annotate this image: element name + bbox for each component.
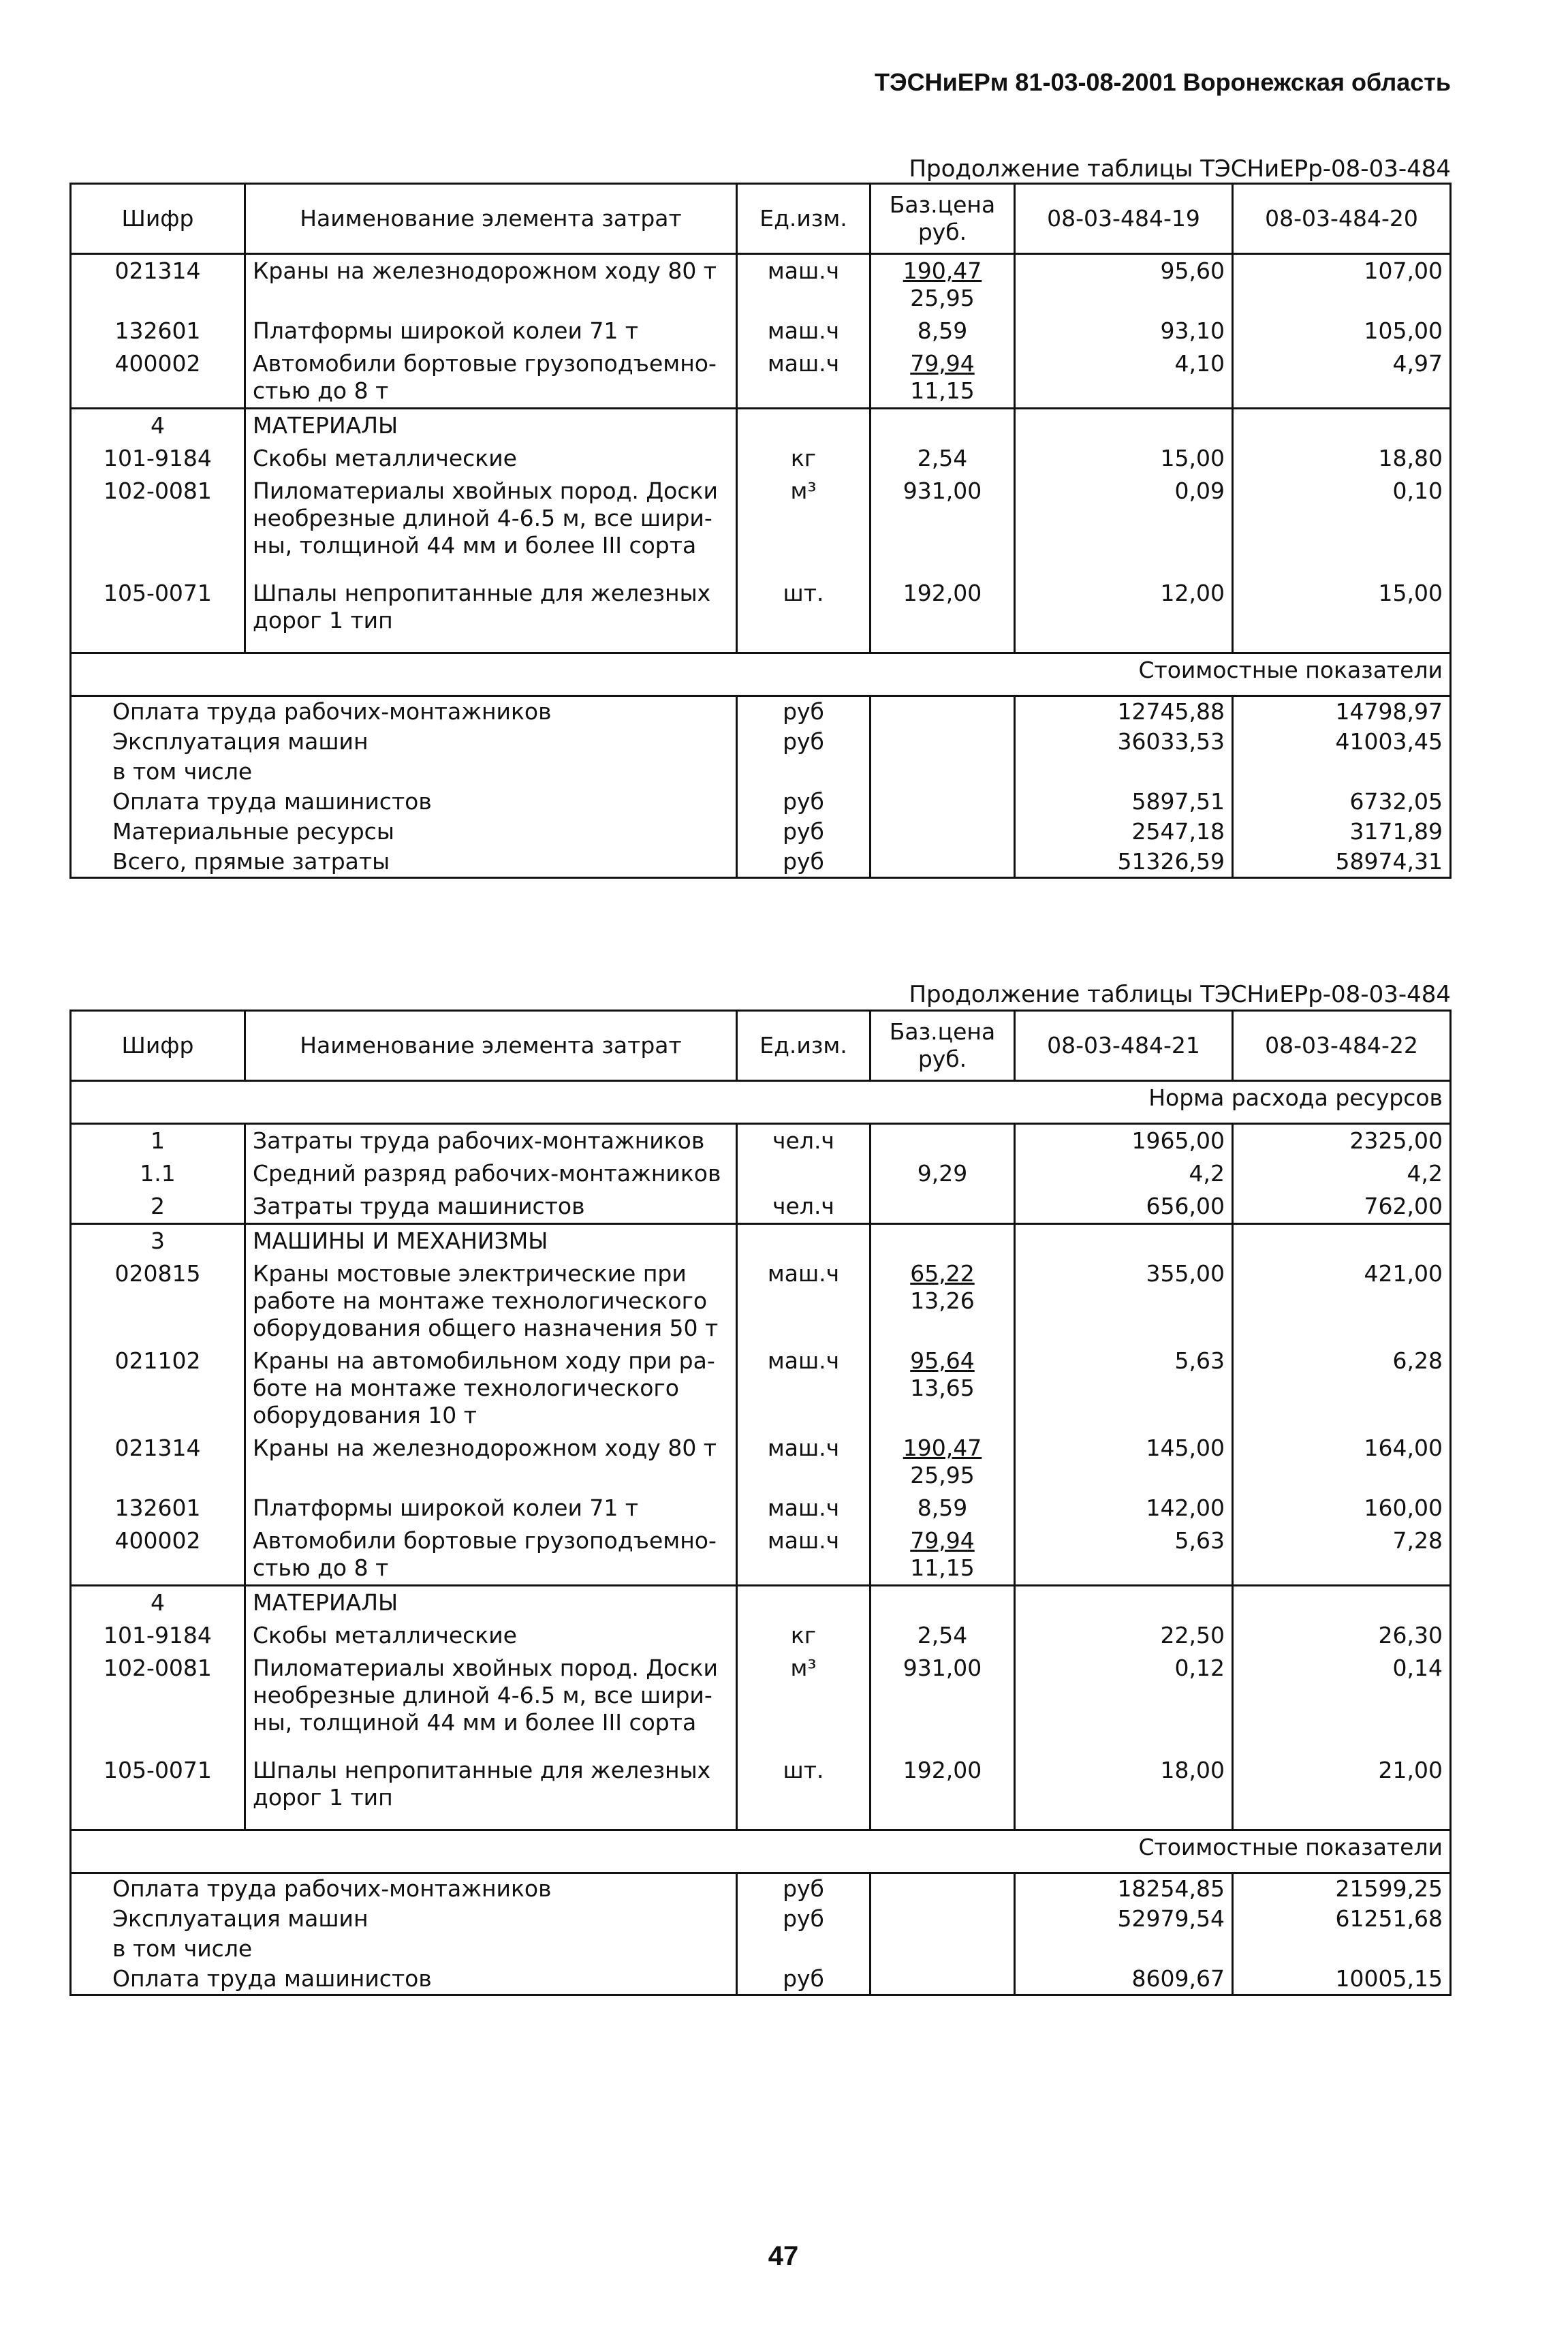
- row-price: [871, 1157, 1015, 1190]
- row-value-1: 5,63: [1015, 1524, 1233, 1586]
- total-value-2: 14798,97: [1233, 696, 1451, 728]
- table-row: [71, 1754, 1451, 1830]
- total-value-2: 41003,45: [1233, 727, 1451, 757]
- row-value-2: 164,00: [1233, 1432, 1451, 1492]
- row-unit: кг: [737, 1619, 871, 1652]
- row-unit: маш.ч: [737, 254, 871, 315]
- total-name: Оплата труда рабочих-монтажников: [71, 1873, 737, 1905]
- row-name: МАТЕРИАЛЫ: [245, 409, 737, 443]
- table-header-row: [71, 184, 1451, 254]
- row-value-2: 6,28: [1233, 1345, 1451, 1432]
- row-price: [871, 254, 1015, 315]
- total-unit: руб: [737, 1873, 871, 1905]
- total-value-2: 58974,31: [1233, 847, 1451, 878]
- row-name: Шпалы непропитанные для железных дорог 1 тип: [245, 577, 737, 653]
- row-name: Краны на автомобильном ходу при ра-боте на монтаже технологического оборудования 10 т: [245, 1345, 737, 1432]
- table-row: [71, 1124, 1451, 1158]
- table-row: [71, 1619, 1451, 1652]
- total-unit: руб: [737, 727, 871, 757]
- total-value-2: 6732,05: [1233, 787, 1451, 817]
- total-name: в том числе: [71, 1934, 737, 1964]
- row-price: [871, 1345, 1015, 1432]
- total-unit: руб: [737, 1964, 871, 1995]
- row-name: Автомобили бортовые грузоподъемно-стью до 8 т: [245, 1524, 737, 1586]
- row-price-value: 95,64: [910, 1347, 975, 1374]
- total-value-1: 36033,53: [1015, 727, 1233, 757]
- row-unit: м³: [737, 1652, 871, 1754]
- row-code: 021314: [71, 1432, 245, 1492]
- row-name: Средний разряд рабочих-монтажников: [245, 1157, 737, 1190]
- table-row: [71, 1345, 1451, 1432]
- row-price: [871, 315, 1015, 347]
- total-name: Всего, прямые затраты: [71, 847, 737, 878]
- row-value-2: 4,2: [1233, 1157, 1451, 1190]
- total-price-empty: [871, 1934, 1015, 1964]
- total-row: [71, 727, 1451, 757]
- row-name: Краны на железнодорожном ходу 80 т: [245, 254, 737, 315]
- row-unit: [737, 1224, 871, 1258]
- col-v1-header: 08-03-484-21: [1015, 1011, 1233, 1081]
- row-price-value: 192,00: [903, 1757, 982, 1783]
- row-value-2: 4,97: [1233, 347, 1451, 409]
- row-value-1: 4,10: [1015, 347, 1233, 409]
- table-row: [71, 1224, 1451, 1258]
- row-code: 021102: [71, 1345, 245, 1432]
- norm-label-row: [71, 1081, 1451, 1124]
- table1-caption: Продолжение таблицы ТЭСНиЕРр-08-03-484: [909, 155, 1451, 183]
- total-value-1: 18254,85: [1015, 1873, 1233, 1905]
- col-unit-header: Ед.изм.: [737, 184, 871, 254]
- row-value-1: 18,00: [1015, 1754, 1233, 1830]
- row-name: Краны на железнодорожном ходу 80 т: [245, 1432, 737, 1492]
- row-code: 4: [71, 409, 245, 443]
- row-value-2: 15,00: [1233, 577, 1451, 653]
- table-row: [71, 1257, 1451, 1345]
- row-code: 2: [71, 1190, 245, 1224]
- row-price-value: 65,22: [910, 1260, 975, 1287]
- row-unit: [737, 1586, 871, 1620]
- table2-caption: Продолжение таблицы ТЭСНиЕРр-08-03-484: [909, 981, 1451, 1008]
- row-price-wage: 13,26: [910, 1287, 975, 1314]
- row-price-wage: 11,15: [910, 377, 975, 404]
- total-price-empty: [871, 696, 1015, 728]
- row-value-1: [1015, 409, 1233, 443]
- row-price-value: 8,59: [917, 317, 968, 344]
- table-row: [71, 1586, 1451, 1620]
- row-price: [871, 1257, 1015, 1345]
- row-unit: маш.ч: [737, 1432, 871, 1492]
- row-value-1: 22,50: [1015, 1619, 1233, 1652]
- row-code: 4: [71, 1586, 245, 1620]
- total-name: Эксплуатация машин: [71, 1904, 737, 1934]
- cost-indicators-label: Стоимостные показатели: [71, 1830, 1451, 1873]
- row-unit: м³: [737, 475, 871, 577]
- row-value-1: 12,00: [1015, 577, 1233, 653]
- row-value-1: 1965,00: [1015, 1124, 1233, 1158]
- page-number: 47: [768, 2241, 799, 2271]
- row-price-value: 9,29: [917, 1160, 968, 1187]
- cost-indicators-label: Стоимостные показатели: [71, 653, 1451, 696]
- total-price-empty: [871, 727, 1015, 757]
- row-code: 102-0081: [71, 475, 245, 577]
- col-name-header: Наименование элемента затрат: [245, 1011, 737, 1081]
- row-price-value: 931,00: [903, 1655, 982, 1681]
- row-code: 3: [71, 1224, 245, 1258]
- row-unit: шт.: [737, 1754, 871, 1830]
- row-value-1: [1015, 1224, 1233, 1258]
- row-name: Шпалы непропитанные для железных дорог 1 тип: [245, 1754, 737, 1830]
- row-value-1: [1015, 1586, 1233, 1620]
- row-code: 1.1: [71, 1157, 245, 1190]
- row-value-2: 7,28: [1233, 1524, 1451, 1586]
- row-price-value: 79,94: [910, 350, 975, 377]
- total-name: Оплата труда рабочих-монтажников: [71, 696, 737, 728]
- total-unit: руб: [737, 847, 871, 878]
- total-row: [71, 817, 1451, 847]
- total-price-empty: [871, 817, 1015, 847]
- row-price: [871, 1432, 1015, 1492]
- col-code-header: Шифр: [71, 1011, 245, 1081]
- table-row: [71, 1432, 1451, 1492]
- row-unit: [737, 1157, 871, 1190]
- table2-body: [71, 1081, 1451, 1995]
- row-code: 021314: [71, 254, 245, 315]
- row-value-2: 421,00: [1233, 1257, 1451, 1345]
- total-value-2: 21599,25: [1233, 1873, 1451, 1905]
- row-value-1: 4,2: [1015, 1157, 1233, 1190]
- total-value-2: [1233, 757, 1451, 787]
- table-header-row: [71, 1011, 1451, 1081]
- total-row: [71, 1934, 1451, 1964]
- row-price-value: 931,00: [903, 478, 982, 504]
- row-unit: маш.ч: [737, 347, 871, 409]
- row-code: 105-0071: [71, 577, 245, 653]
- row-name: Затраты труда машинистов: [245, 1190, 737, 1224]
- table-row: [71, 577, 1451, 653]
- total-value-1: 5897,51: [1015, 787, 1233, 817]
- row-unit: маш.ч: [737, 1257, 871, 1345]
- row-value-2: 2325,00: [1233, 1124, 1451, 1158]
- row-price-value: 190,47: [903, 257, 982, 284]
- row-price: [871, 1492, 1015, 1524]
- page-header: ТЭСНиЕРм 81-03-08-2001 Воронежская область: [875, 68, 1451, 96]
- row-code: 132601: [71, 1492, 245, 1524]
- total-unit: [737, 1934, 871, 1964]
- col-unit-header: Ед.изм.: [737, 1011, 871, 1081]
- table-row: [71, 409, 1451, 443]
- row-name: МАШИНЫ И МЕХАНИЗМЫ: [245, 1224, 737, 1258]
- total-value-2: 61251,68: [1233, 1904, 1451, 1934]
- row-price: [871, 1124, 1015, 1158]
- table-row: [71, 475, 1451, 577]
- row-name: Автомобили бортовые грузоподъемно-стью до 8 т: [245, 347, 737, 409]
- row-price: [871, 347, 1015, 409]
- total-name: Эксплуатация машин: [71, 727, 737, 757]
- total-price-empty: [871, 757, 1015, 787]
- table-row: [71, 1190, 1451, 1224]
- row-value-2: 105,00: [1233, 315, 1451, 347]
- row-price-value: 79,94: [910, 1527, 975, 1554]
- row-value-2: [1233, 409, 1451, 443]
- row-code: 020815: [71, 1257, 245, 1345]
- row-price: [871, 409, 1015, 443]
- row-value-2: 762,00: [1233, 1190, 1451, 1224]
- total-row: [71, 1873, 1451, 1905]
- row-price-value: 2,54: [917, 445, 968, 471]
- row-name: Пиломатериалы хвойных пород. Доски необрезные длиной 4-6.5 м, все шири-ны, толщиной 44 мм и более III сорта: [245, 1652, 737, 1754]
- cost-indicators-label-row: [71, 653, 1451, 696]
- row-value-2: [1233, 1586, 1451, 1620]
- table-row: [71, 347, 1451, 409]
- table-row: [71, 442, 1451, 475]
- row-value-1: 0,09: [1015, 475, 1233, 577]
- row-price-wage: 25,95: [910, 1462, 975, 1488]
- row-unit: кг: [737, 442, 871, 475]
- total-row: [71, 1904, 1451, 1934]
- table1-body: [71, 254, 1451, 878]
- row-value-2: 18,80: [1233, 442, 1451, 475]
- col-price-header: Баз.цена руб.: [871, 184, 1015, 254]
- total-value-1: [1015, 1934, 1233, 1964]
- total-row: [71, 757, 1451, 787]
- row-unit: маш.ч: [737, 1524, 871, 1586]
- cost-indicators-label-row: [71, 1830, 1451, 1873]
- row-price: [871, 577, 1015, 653]
- total-unit: руб: [737, 787, 871, 817]
- cost-table-2: [69, 1010, 1452, 1996]
- table-row: [71, 1157, 1451, 1190]
- total-name: Оплата труда машинистов: [71, 787, 737, 817]
- row-value-1: 145,00: [1015, 1432, 1233, 1492]
- total-unit: [737, 757, 871, 787]
- row-value-1: 355,00: [1015, 1257, 1233, 1345]
- table-row: [71, 1652, 1451, 1754]
- total-row: [71, 787, 1451, 817]
- row-price: [871, 475, 1015, 577]
- total-value-1: 8609,67: [1015, 1964, 1233, 1995]
- row-price: [871, 1652, 1015, 1754]
- row-code: 1: [71, 1124, 245, 1158]
- row-price-value: 2,54: [917, 1622, 968, 1648]
- total-unit: руб: [737, 696, 871, 728]
- row-price-wage: 11,15: [910, 1554, 975, 1581]
- total-name: в том числе: [71, 757, 737, 787]
- row-code: 105-0071: [71, 1754, 245, 1830]
- row-value-2: 0,10: [1233, 475, 1451, 577]
- row-unit: маш.ч: [737, 315, 871, 347]
- total-value-1: 51326,59: [1015, 847, 1233, 878]
- row-price-wage: 13,65: [910, 1375, 975, 1401]
- total-price-empty: [871, 1873, 1015, 1905]
- row-code: 101-9184: [71, 442, 245, 475]
- total-value-2: 3171,89: [1233, 817, 1451, 847]
- row-value-2: 26,30: [1233, 1619, 1451, 1652]
- total-price-empty: [871, 847, 1015, 878]
- row-name: МАТЕРИАЛЫ: [245, 1586, 737, 1620]
- row-value-1: 0,12: [1015, 1652, 1233, 1754]
- cost-table-1: [69, 183, 1452, 879]
- table-row: [71, 254, 1451, 315]
- row-name: Платформы широкой колеи 71 т: [245, 315, 737, 347]
- row-unit: маш.ч: [737, 1492, 871, 1524]
- row-name: Краны мостовые электрические при работе на монтаже технологического оборудования общего назначения 50 т: [245, 1257, 737, 1345]
- table-row: [71, 1524, 1451, 1586]
- row-unit: чел.ч: [737, 1124, 871, 1158]
- row-unit: маш.ч: [737, 1345, 871, 1432]
- row-value-2: 107,00: [1233, 254, 1451, 315]
- total-row: [71, 847, 1451, 878]
- row-code: 400002: [71, 347, 245, 409]
- row-price: [871, 1224, 1015, 1258]
- row-name: Пиломатериалы хвойных пород. Доски необрезные длиной 4-6.5 м, все шири-ны, толщиной 44 мм и более III сорта: [245, 475, 737, 577]
- row-value-2: 0,14: [1233, 1652, 1451, 1754]
- row-name: Затраты труда рабочих-монтажников: [245, 1124, 737, 1158]
- total-value-1: 12745,88: [1015, 696, 1233, 728]
- row-name: Скобы металлические: [245, 442, 737, 475]
- col-price-header: Баз.цена руб.: [871, 1011, 1015, 1081]
- total-price-empty: [871, 787, 1015, 817]
- row-value-1: 95,60: [1015, 254, 1233, 315]
- row-price: [871, 1190, 1015, 1224]
- col-code-header: Шифр: [71, 184, 245, 254]
- row-code: 101-9184: [71, 1619, 245, 1652]
- row-code: 132601: [71, 315, 245, 347]
- norm-label: Норма расхода ресурсов: [71, 1081, 1451, 1124]
- row-value-1: 93,10: [1015, 315, 1233, 347]
- row-value-2: 160,00: [1233, 1492, 1451, 1524]
- table-row: [71, 315, 1451, 347]
- row-value-1: 656,00: [1015, 1190, 1233, 1224]
- row-price: [871, 1619, 1015, 1652]
- total-value-1: 52979,54: [1015, 1904, 1233, 1934]
- row-price: [871, 1754, 1015, 1830]
- row-name: Платформы широкой колеи 71 т: [245, 1492, 737, 1524]
- total-name: Материальные ресурсы: [71, 817, 737, 847]
- row-unit: [737, 409, 871, 443]
- row-value-1: 142,00: [1015, 1492, 1233, 1524]
- row-value-1: 5,63: [1015, 1345, 1233, 1432]
- total-value-1: 2547,18: [1015, 817, 1233, 847]
- row-code: 400002: [71, 1524, 245, 1586]
- row-price-wage: 25,95: [910, 285, 975, 311]
- row-unit: шт.: [737, 577, 871, 653]
- total-unit: руб: [737, 817, 871, 847]
- row-price: [871, 1586, 1015, 1620]
- row-name: Скобы металлические: [245, 1619, 737, 1652]
- row-price-value: 190,47: [903, 1435, 982, 1461]
- total-unit: руб: [737, 1904, 871, 1934]
- total-price-empty: [871, 1964, 1015, 1995]
- row-price: [871, 442, 1015, 475]
- row-value-2: [1233, 1224, 1451, 1258]
- total-value-1: [1015, 757, 1233, 787]
- col-name-header: Наименование элемента затрат: [245, 184, 737, 254]
- col-v2-header: 08-03-484-22: [1233, 1011, 1451, 1081]
- row-value-2: 21,00: [1233, 1754, 1451, 1830]
- row-value-1: 15,00: [1015, 442, 1233, 475]
- row-code: 102-0081: [71, 1652, 245, 1754]
- total-price-empty: [871, 1904, 1015, 1934]
- row-price-value: 8,59: [917, 1495, 968, 1521]
- row-price-value: 192,00: [903, 580, 982, 606]
- table-row: [71, 1492, 1451, 1524]
- total-name: Оплата труда машинистов: [71, 1964, 737, 1995]
- row-price: [871, 1524, 1015, 1586]
- col-v1-header: 08-03-484-19: [1015, 184, 1233, 254]
- total-value-2: 10005,15: [1233, 1964, 1451, 1995]
- total-value-2: [1233, 1934, 1451, 1964]
- row-unit: чел.ч: [737, 1190, 871, 1224]
- total-row: [71, 1964, 1451, 1995]
- total-row: [71, 696, 1451, 728]
- col-v2-header: 08-03-484-20: [1233, 184, 1451, 254]
